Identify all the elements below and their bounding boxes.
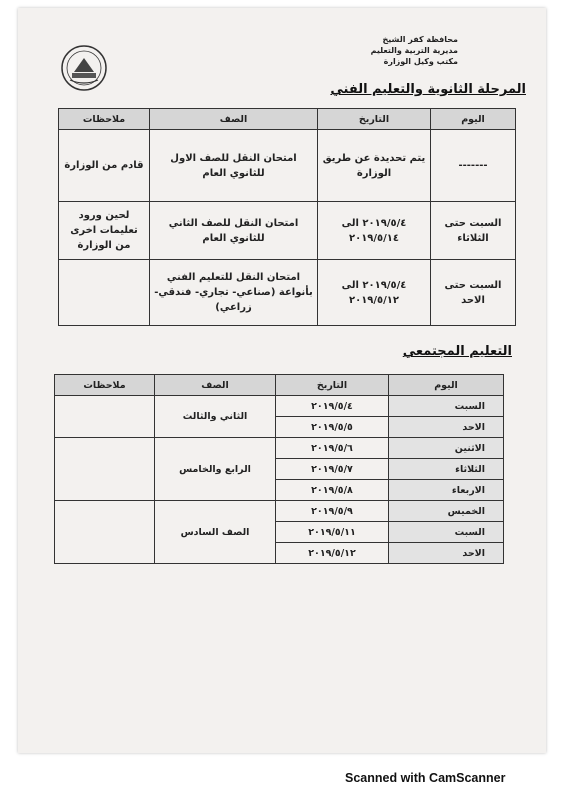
cell-class: الصف السادس [155, 501, 276, 564]
cell-date: ٢٠١٩/٥/٦ [276, 438, 389, 459]
cell-day: السبت [389, 522, 504, 543]
table-row [55, 396, 504, 417]
table-header-row [55, 375, 504, 396]
cell-day: الثلاثاء [389, 459, 504, 480]
header-block [371, 34, 458, 67]
cell-class: الرابع والخامس [155, 438, 276, 501]
column-header-date: التاريخ [276, 375, 389, 396]
cell-date: ٢٠١٩/٥/٧ [276, 459, 389, 480]
header-line: مديرية التربية والتعليم [370, 46, 458, 55]
cell-day: السبت حتى الثلاثاء [431, 202, 516, 260]
cell-date: يتم تحديدة عن طريق الوزارة [318, 130, 431, 202]
section-title-community: التعليم المجتمعي [402, 344, 512, 359]
cell-date: ٢٠١٩/٥/٨ [276, 480, 389, 501]
cell-class: امتحان النقل للصف الثاني للثانوي العام [150, 202, 318, 260]
cell-class: امتحان النقل للتعليم الفني بأنواعة (صناعي- تجاري- فندقي- زراعي) [150, 260, 318, 326]
table-row [55, 501, 504, 522]
cell-date: ٢٠١٩/٥/١١ [276, 522, 389, 543]
cell-date: ٢٠١٩/٥/٩ [276, 501, 389, 522]
cell-notes: قادم من الوزارة [59, 130, 150, 202]
cell-class: الثاني والثالث [155, 396, 276, 438]
cell-day: السبت [389, 396, 504, 417]
scanner-footer: Scanned with CamScanner [345, 771, 506, 785]
table-row [55, 438, 504, 459]
column-header-class: الصف [150, 109, 318, 130]
column-header-date: التاريخ [318, 109, 431, 130]
cell-class: امتحان النقل للصف الاول للثانوي العام [150, 130, 318, 202]
cell-day: الاربعاء [389, 480, 504, 501]
cell-notes [55, 438, 155, 501]
cell-day: السبت حتى الاحد [431, 260, 516, 326]
column-header-day: اليوم [389, 375, 504, 396]
cell-date: ٢٠١٩/٥/١٢ [276, 543, 389, 564]
ministry-logo-icon [60, 44, 108, 92]
header-line: محافظة كفر الشيخ [382, 35, 458, 44]
cell-date: ٢٠١٩/٥/٤ الى ٢٠١٩/٥/١٤ [318, 202, 431, 260]
column-header-notes: ملاحظات [59, 109, 150, 130]
column-header-notes: ملاحظات [55, 375, 155, 396]
cell-notes [55, 501, 155, 564]
table-row [59, 130, 516, 202]
document-page [18, 8, 546, 753]
community-schedule-table [54, 374, 504, 564]
cell-date: ٢٠١٩/٥/٤ الى ٢٠١٩/٥/١٢ [318, 260, 431, 326]
cell-notes [59, 260, 150, 326]
cell-day: الاحد [389, 417, 504, 438]
column-header-class: الصف [155, 375, 276, 396]
cell-notes [55, 396, 155, 438]
cell-day: الاثنين [389, 438, 504, 459]
table-header-row [59, 109, 516, 130]
table-row [59, 202, 516, 260]
section-title-secondary: المرحلة الثانوية والتعليم الفني [330, 82, 526, 97]
secondary-schedule-table [58, 108, 516, 326]
cell-notes: لحين ورود تعليمات اخرى من الوزارة [59, 202, 150, 260]
column-header-day: اليوم [431, 109, 516, 130]
cell-date: ٢٠١٩/٥/٥ [276, 417, 389, 438]
cell-day: الاحد [389, 543, 504, 564]
header-line: مكتب وكيل الوزارة [383, 57, 458, 66]
cell-day: ------- [431, 130, 516, 202]
cell-day: الخميس [389, 501, 504, 522]
table-row [59, 260, 516, 326]
cell-date: ٢٠١٩/٥/٤ [276, 396, 389, 417]
